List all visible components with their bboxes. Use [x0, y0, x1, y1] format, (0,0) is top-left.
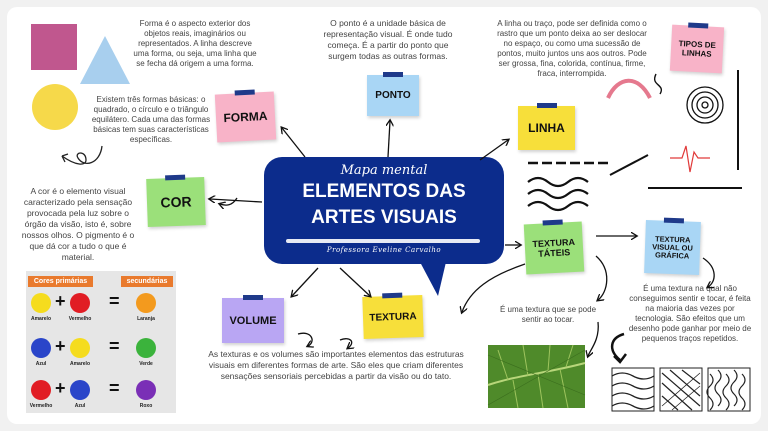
color-label: Roxo — [139, 403, 153, 409]
plus-sign: + — [55, 291, 66, 311]
tipos-de-linhas-label: TIPOS DE LINHAS — [678, 39, 717, 59]
tatil-description: É uma textura que se pode sentir ao tocar. — [499, 305, 597, 324]
equals-sign: = — [109, 336, 120, 356]
author-signature: Professora Eveline Carvalho — [326, 246, 442, 254]
forma-description: Forma é o aspecto exterior dos objetos reais, imaginários ou representados. A linha descreve uma forma, ou seja, uma linha que se fecha dá origem a uma forma. — [133, 19, 257, 68]
primary-colors-tag: Cores primárias — [28, 276, 93, 287]
title-line-1: ELEMENTOS DAS — [302, 181, 466, 202]
textura-tateis-label: TEXTURA TÁTEIS — [532, 236, 576, 259]
cor-label: COR — [160, 193, 192, 211]
visual-description: É uma textura na qual não conseguimos sentir e tocar, é feita na maioria das vezes por tecnologia. São efeitos que um desenho pode ganhar por meio de pequenos traços repetidos. — [628, 284, 752, 343]
linha-label: LINHA — [528, 121, 565, 135]
equals-sign: = — [109, 378, 120, 398]
cor-description: A cor é o elemento visual caracterizado pela sensação provocada pela luz sobre o órgão da visão, isto é, sobre nossos olhos. O pigmento é o que dá cor a tudo o que é material. — [21, 186, 135, 262]
color-label: Vermelho — [29, 403, 53, 409]
color-label: Amarelo — [30, 316, 51, 322]
ponto-label: PONTO — [375, 90, 411, 101]
color-label: Laranja — [137, 316, 155, 322]
color-label: Azul — [74, 403, 86, 409]
ponto-description: O ponto é a unidade básica de representação visual. É onde tudo começa. É a partir do ponto que surgem todas as outras formas. — [323, 18, 453, 61]
forma-basic-shapes-text: Existem três formas básicas: o quadrado, o círculo e o triângulo equilátero. Cada uma das formas básicas tem suas características específicas. — [91, 95, 211, 144]
color-label: Amarelo — [69, 361, 90, 367]
volume-textura-description: As texturas e os volumes são importantes elementos das estruturas visuais em diferentes formas de arte. São eles que criam diferentes sensações sensoriais percebidas a partir da visão ou do tato. — [208, 349, 464, 381]
textura-label: TEXTURA — [369, 310, 417, 324]
secondary-colors-tag: secundárias — [121, 276, 173, 287]
plus-sign: + — [55, 378, 66, 398]
title-line-2: ARTES VISUAIS — [311, 207, 457, 228]
linha-description: A linha ou traço, pode ser definida como o rastro que um ponto deixa ao ser deslocar no espaço, ou como uma sucessão de pontos, muito juntos uns aos outros. Pode ser grossa, fina, colorida, contínua, firme, fraca, interrompida. — [497, 19, 647, 78]
color-label: Vermelho — [68, 316, 92, 322]
textura-visual-label: TEXTURA VISUAL OU GRÁFICA — [652, 233, 694, 261]
mapa-mental-subtitle: Mapa mental — [340, 163, 428, 178]
color-label: Verde — [139, 361, 153, 367]
volume-label: VOLUME — [229, 314, 277, 327]
equals-sign: = — [109, 291, 120, 311]
color-label: Azul — [35, 361, 47, 367]
forma-label: FORMA — [223, 108, 268, 126]
plus-sign: + — [55, 336, 66, 356]
